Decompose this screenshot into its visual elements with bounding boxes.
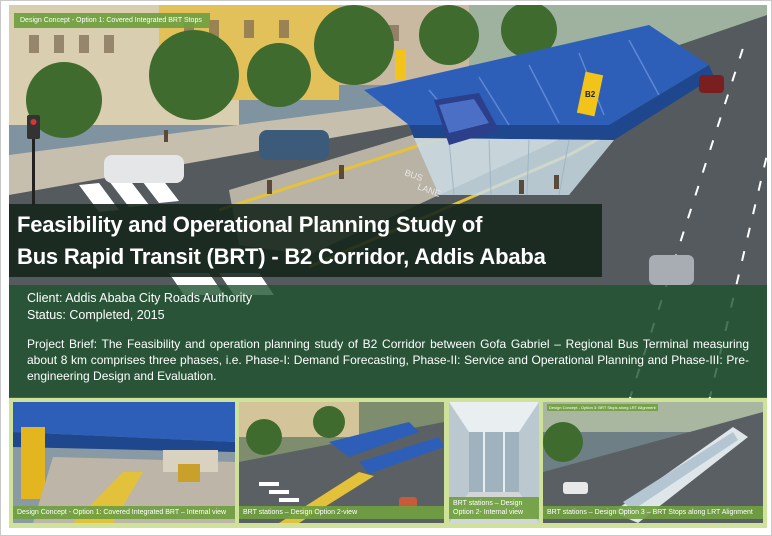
thumbnail-caption: BRT stations – Design Option 2- Internal view xyxy=(449,497,539,519)
status-text: Status: Completed, 2015 xyxy=(27,308,165,322)
title-box xyxy=(9,204,602,277)
svg-text:B2: B2 xyxy=(585,90,596,99)
thumbnail-design-option-3 xyxy=(543,402,763,523)
thumbnail-internal-view-option-1 xyxy=(13,402,235,523)
thumbnail-caption: Design Concept - Option 1: Covered Integrated BRT – Internal view xyxy=(13,506,235,519)
project-info-panel xyxy=(9,285,767,397)
thumbnail-caption: BRT stations – Design Option 2-view xyxy=(239,506,444,519)
thumbnail-internal-view-option-2 xyxy=(449,402,539,523)
project-title-line-1: Feasibility and Operational Planning Study of xyxy=(17,212,483,237)
client-text: Client: Addis Ababa City Roads Authority xyxy=(27,291,253,305)
thumbnail-design-option-2 xyxy=(239,402,444,523)
project-brief-text: Project Brief: The Feasibility and operation planning study of B2 Corridor between Gofa Gabriel – Regional Bus Terminal measuring about 8 km comprises three phases, i.e. Phase-I: Demand Forecasting, Phase-II: Service and Operational Planning and Phase-III: Pre-engineering Design and Evaluation. xyxy=(27,337,749,383)
svg-text:BUS: BUS xyxy=(403,167,425,184)
project-title-line-2: Bus Rapid Transit (BRT) - B2 Corridor, Addis Ababa xyxy=(17,244,546,269)
thumbnail-mini-label: Design Concept - Option 3: BRT Stops along LRT Alignment xyxy=(549,405,656,410)
svg-text:LANE: LANE xyxy=(416,181,442,199)
thumbnail-caption: BRT stations – Design Option 3 – BRT Stops along LRT Alignment xyxy=(543,506,763,519)
thumbnail-strip xyxy=(9,398,767,528)
hero-caption: Design Concept - Option 1: Covered Integrated BRT Stops xyxy=(14,13,210,28)
